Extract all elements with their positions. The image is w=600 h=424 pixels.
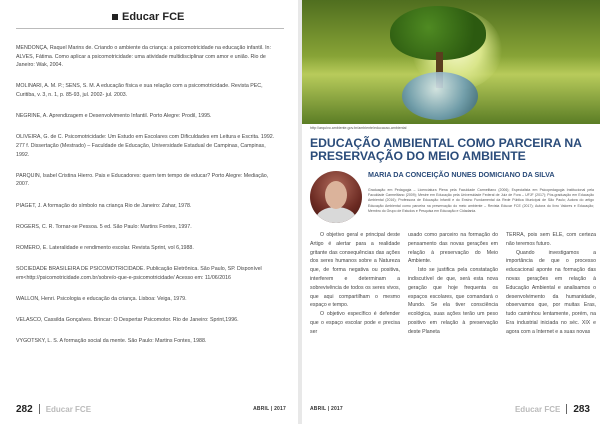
page-number: 282 (16, 403, 33, 415)
page-footer (16, 400, 286, 418)
reference-item: MOLINARI, A. M. P.; SENS, S. M. A educação física e sua relação com a psicomotricidade. Revista PEC, Curitiba, v. 3, n. 1, p. 85-93, jul. 2002- jul. 2003. (16, 83, 263, 98)
text-column (310, 231, 400, 337)
footer-divider (39, 404, 40, 414)
header-title: Educar FCE (122, 11, 185, 23)
author-bio: Graduação em Pedagogia – Licenciatura Plena pela Faculdade Carmelitano (2006); Especialista em Psicopedagogia Institucional pela Faculdade Carmelitano (2009); Mestre em Educação pela Universidade Federal de Juiz de Fora – UFJF (2017); Pós-graduação em Educação Ambiental (2016); Professora de Educação Infantil e do Ensino Fundamental da Rede Pública Municipal de São Paulo; Autora do artigo Educação Ambiental como parceira na preservação do meio ambiente – Revista Educar FCE (2017); Autora do livro Valores e Educação; Membro do Grupo de Estudos e Pesquisa em Educação e Cidadania. (368, 188, 594, 213)
footer-brand: Educar FCE (514, 404, 561, 414)
article-title: EDUCAÇÃO AMBIENTAL COMO PARCEIRA NA PRESERVAÇÃO DO MEIO AMBIENTE (310, 136, 582, 163)
author-avatar (310, 171, 362, 223)
photo-credit: http://arquivo.ambiente.gov.br/ambiente/educacao-ambiental (310, 126, 407, 130)
paragraph: O objetivo geral e principal deste Artigo é alertar para a realidade gritante das consequências das ações dos seres humanos sobre a Natureza que, de forma negativa ou positiva, interferem e determinam a sobrevivência de todos os seres vivos, que aqui compartilham o mesmo espaço e tempo. (310, 232, 400, 309)
paragraph: TERRA, pois sem ELE, com certeza não teremos futuro. (506, 232, 596, 247)
reference-item: WALLON, Henri. Psicologia e educação da criança. Lisboa: Veiga, 1979. (16, 295, 187, 302)
page-header (112, 11, 184, 23)
reference-item: VYGOTSKY, L. S. A formação social da mente. São Paulo: Martins Fontes, 1988. (16, 338, 207, 345)
reference-item: OLIVEIRA, G. de C. Psicomotricidade: Um Estudo em Escolares com Dificuldades em Leitura e Escrita. 1992. 277 f. Dissertação (Mestrado) – Faculdade de Educação, Universidade Estadual de Campinas, Campinas, 1992. (16, 134, 275, 158)
text-column (408, 231, 498, 337)
reference-item: PARQUIN, Isabel Cristina Hierro. Pais e Educadores: quem tem tempo de educar? Porto Alegre: Mediação, 2007. (16, 172, 269, 188)
footer-brand: Educar FCE (45, 404, 92, 414)
tree-globe-photo (302, 0, 600, 124)
reference-item: ROMERO, E. Lateralidade e rendimento escolar. Revista Sprint, vol 6,1988. (16, 244, 194, 251)
footer-date: ABRIL | 2017 (310, 406, 343, 412)
square-bullet-icon (112, 14, 118, 20)
footer-date: ABRIL | 2017 (253, 406, 286, 412)
reference-item: PIAGET, J. A formação do símbolo na criança Rio de Janeiro: Zahar, 1978. (16, 202, 192, 209)
author-name: MARIA DA CONCEIÇÃO NUNES DOMICIANO DA SILVA (368, 170, 555, 179)
left-page (0, 0, 298, 424)
page-number: 283 (573, 403, 590, 415)
text-column (506, 231, 596, 337)
paragraph: Isto se justifica pela constatação indiscutível de que, será esta nova geração que hoje frequenta os espaços escolares, que comandará o Mundo. Se ela tiver consciência ecológica, suas ações terão um peso positivo em relação à preservação deste Planeta (408, 267, 498, 335)
right-page (302, 0, 600, 424)
reference-item: SOCIEDADE BRASILEIRA DE PSICOMOTRICIDADE. Publicação Eletrônica. São Paulo, SP. Disponível em<http://psicomotricidade.com.br/sobre/o-que-e-psicomotricidade/ Acesso em: 11/06/2016 (16, 266, 262, 281)
reference-item: ROGERS, C. R. Tornar-se Pessoa. 5 ed. São Paulo: Martins Fontes, 1997. (16, 223, 192, 230)
header-rule (16, 28, 284, 29)
reference-item: VELASCO, Cassilda Gonçalves. Brincar: O Despertar Psicomotor. Rio de Janeiro: Sprint,1996. (16, 317, 239, 324)
reference-list (16, 44, 278, 358)
paragraph: Quando investigamos a importância de que o processo educacional aponte na formação das novas gerações em relação à Educação Ambiental e analisamos o desenvolvimento da humanidade, observamos que, por muitas Eras, tudo caminhou lentamente, porém, na Era industrial iniciada no séc. XIX e agora com a Internet e a suas novas (506, 249, 596, 335)
paragraph: O objetivo específico é defender que o espaço escolar pode e precisa ser (310, 311, 400, 335)
page-footer (310, 400, 590, 418)
reference-item: MENDONÇA, Raquel Marins de. Criando o ambiente da criança: a psicomotricidade na educação infantil. In: ALVES, Fátima. Como aplicar a psicomotricidade: uma atividade multidisciplinar com amor e união. Rio de Janeiro: Wak, 2004. (16, 45, 271, 69)
reference-item: NEGRINE, A. Aprendizagem e Desenvolvimento Infantil. Porto Alegre: Prodil, 1995. (16, 113, 212, 120)
footer-divider (566, 404, 567, 414)
article-body (310, 231, 596, 337)
paragraph: usado como parceiro na formação do pensamento das novas gerações em relação à preservação do Meio Ambiente. (408, 232, 498, 265)
